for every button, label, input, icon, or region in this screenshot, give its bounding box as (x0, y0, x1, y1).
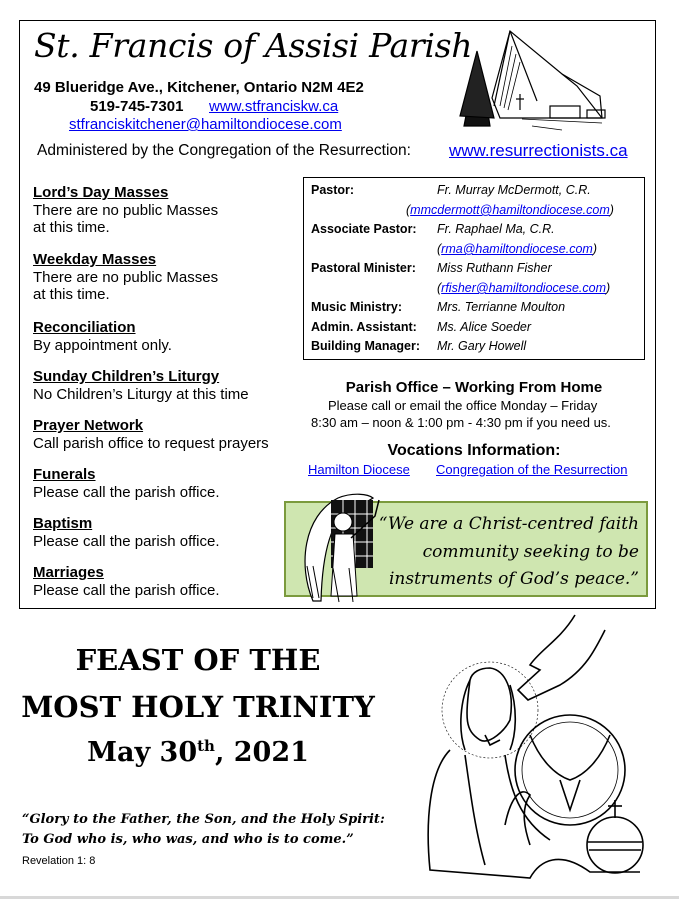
pastoral-minister-email-link[interactable]: rfisher@hamiltondiocese.com (441, 281, 607, 295)
feast-date (0, 737, 396, 768)
staff-role: Associate Pastor: (311, 222, 417, 236)
parish-address: 49 Blueridge Ave., Kitchener, Ontario N2M 4E2 (34, 79, 364, 96)
feast-date-prefix: May 30 (87, 737, 198, 768)
administered-by-text: Administered by the Congregation of the Resurrection: (37, 142, 411, 159)
website-link[interactable]: www.stfranciskw.ca (209, 98, 339, 115)
resurrectionists-link[interactable]: www.resurrectionists.ca (449, 141, 628, 160)
section-text: at this time. (33, 219, 110, 236)
section-text: No Children’s Liturgy at this time (33, 385, 249, 403)
email-link[interactable]: stfranciskitchener@hamiltondiocese.com (69, 116, 342, 133)
section-text: Please call the parish office. (33, 581, 220, 599)
section-prayer-network (33, 417, 269, 452)
office-title: Parish Office – Working From Home (345, 379, 603, 396)
section-baptism (33, 515, 220, 550)
office-hours-line2: 8:30 am – noon & 1:00 pm - 4:30 pm if you need us. (311, 415, 611, 430)
section-heading: Lord’s Day Masses (33, 184, 169, 201)
trinity-drawing-icon (410, 610, 670, 890)
section-heading: Sunday Children’s Liturgy (33, 368, 220, 385)
staff-role: Pastoral Minister: (311, 261, 416, 275)
parish-title: St. Francis of Assisi Parish (34, 26, 473, 65)
staff-email-pastor: (mmcdermott@hamiltondiocese.com) (406, 203, 614, 217)
section-text: Call parish office to request prayers (33, 434, 269, 452)
section-lords-day-masses (33, 184, 218, 237)
staff-email-pastoral-minister: (rfisher@hamiltondiocese.com) (437, 281, 611, 295)
staff-role: Music Ministry: (311, 300, 402, 314)
hamilton-diocese-link[interactable]: Hamilton Diocese (308, 462, 410, 477)
pastor-email-link[interactable]: mmcdermott@hamiltondiocese.com (410, 203, 610, 217)
staff-name: Fr. Murray McDermott, C.R. (437, 183, 591, 197)
mission-line-3: instruments of God’s peace.” (388, 569, 639, 589)
staff-name: Mr. Gary Howell (437, 339, 527, 353)
section-heading: Funerals (33, 466, 96, 483)
feast-date-sup: th (197, 737, 215, 755)
vocations-info (303, 442, 645, 482)
staff-name: Ms. Alice Soeder (437, 320, 532, 334)
staff-role: Admin. Assistant: (311, 320, 417, 334)
staff-name: Miss Ruthann Fisher (437, 261, 552, 275)
section-marriages (33, 564, 220, 599)
congregation-link[interactable]: Congregation of the Resurrection (436, 462, 628, 477)
section-text: There are no public Masses (33, 268, 219, 286)
scripture-line1: “Glory to the Father, the Son, and the Holy Spirit: (22, 812, 385, 827)
section-weekday-masses (33, 251, 218, 304)
feast-title-line2: MOST HOLY TRINITY (21, 690, 375, 724)
section-childrens-liturgy (33, 368, 249, 403)
staff-name: Fr. Raphael Ma, C.R. (437, 222, 555, 236)
section-heading: Weekday Masses (33, 251, 157, 268)
st-francis-icon (293, 486, 385, 606)
scripture-reference: Revelation 1: 8 (22, 855, 96, 867)
scripture-line2: To God who is, who was, and who is to come.” (22, 832, 354, 847)
section-heading: Reconciliation (33, 319, 136, 336)
staff-role: Pastor: (311, 183, 355, 197)
feast-date-suffix: , 2021 (214, 737, 309, 768)
staff-email-associate: (rma@hamiltondiocese.com) (437, 242, 597, 256)
feast-title-line1: FEAST OF THE (75, 643, 321, 677)
section-funerals (33, 466, 220, 501)
section-text: There are no public Masses (33, 201, 219, 219)
section-heading: Prayer Network (33, 417, 144, 434)
section-text: at this time. (33, 286, 110, 303)
section-text: By appointment only. (33, 336, 172, 354)
associate-email-link[interactable]: rma@hamiltondiocese.com (441, 242, 593, 256)
mission-line-1: “We are a Christ-centred faith (378, 514, 639, 534)
section-reconciliation (33, 319, 172, 354)
mission-line-2: community seeking to be (422, 542, 639, 562)
office-hours-line1: Please call or email the office Monday – Friday (328, 398, 598, 413)
church-drawing-icon (452, 26, 652, 131)
parish-phone: 519-745-7301 (90, 98, 184, 115)
section-text: Please call the parish office. (33, 532, 220, 550)
staff-role: Building Manager: (311, 339, 421, 353)
section-heading: Baptism (33, 515, 93, 532)
vocations-title: Vocations Information: (387, 442, 561, 459)
parish-office-info (303, 379, 645, 439)
staff-name: Mrs. Terrianne Moulton (437, 300, 566, 314)
section-text: Please call the parish office. (33, 483, 220, 501)
section-heading: Marriages (33, 564, 104, 581)
